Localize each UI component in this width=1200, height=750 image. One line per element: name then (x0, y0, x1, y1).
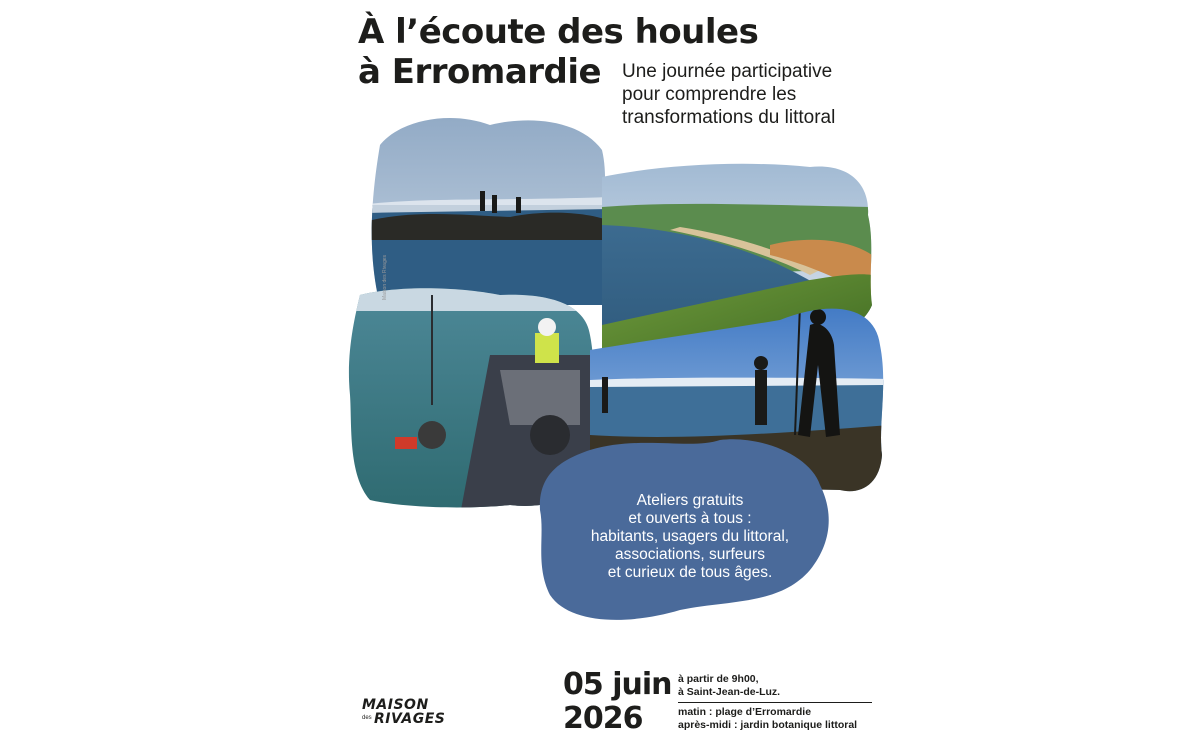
event-afternoon: après-midi : jardin botanique littoral (678, 719, 858, 731)
date-day-month: 05 juin (563, 667, 672, 702)
maison-des-rivages-logo (360, 697, 470, 731)
event-info (678, 673, 874, 732)
title-line-2: à Erromardie (358, 52, 602, 92)
event-time: à partir de 9h00, (678, 673, 759, 685)
blob-line-2: et ouverts à tous : (628, 510, 752, 527)
logo-word-small: des (362, 715, 372, 721)
event-place: à Saint-Jean-de-Luz. (678, 686, 781, 698)
subtitle-line-1: Une journée participative (622, 61, 833, 82)
subtitle-line-2: pour comprendre les (622, 84, 797, 105)
blob-line-3: habitants, usagers du littoral, (590, 528, 790, 545)
event-date (563, 668, 671, 736)
subtitle-line-3: transformations du littoral (622, 107, 836, 128)
title-line-1: À l’écoute des houles (358, 12, 759, 52)
logo-word-bottom: RIVAGES (374, 711, 446, 727)
blob-line-1: Ateliers gratuits (636, 492, 744, 509)
event-morning: matin : plage d’Erromardie (678, 706, 812, 718)
blob-line-4: associations, surfeurs (615, 546, 765, 563)
blob-text (560, 492, 820, 582)
photo-credit: Maison des Rivages (382, 254, 388, 300)
logo-word-top: MAISON (362, 697, 429, 713)
info-divider (678, 702, 872, 703)
date-year: 2026 (563, 701, 643, 736)
blob-line-5: et curieux de tous âges. (607, 564, 773, 581)
